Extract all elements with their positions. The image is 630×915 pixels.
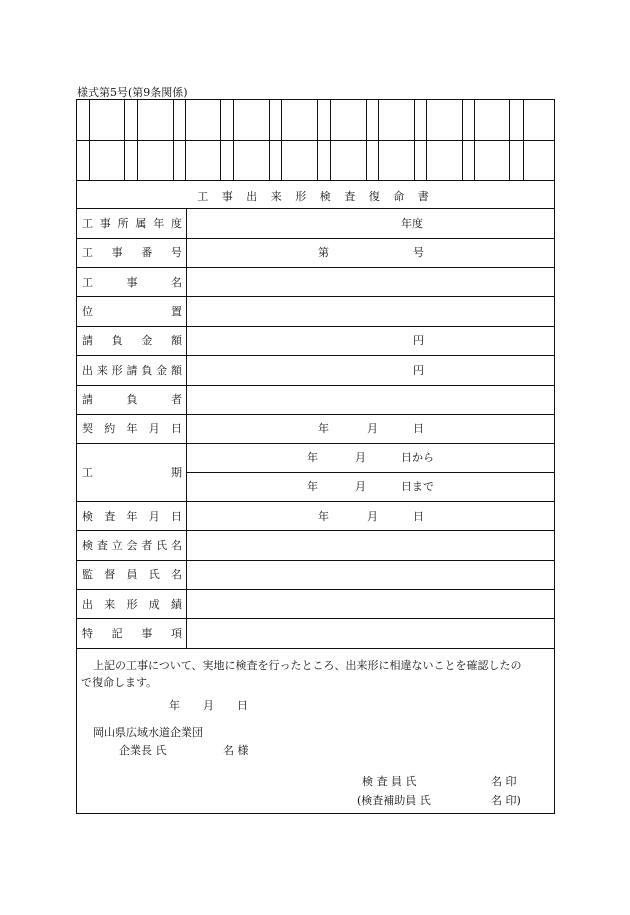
inspection-date-day: 日 bbox=[413, 510, 424, 523]
stamp-grid-divider bbox=[137, 100, 138, 180]
inspector-name-seal: 名 印 bbox=[491, 775, 517, 788]
fiscal-year-label: 工事所属年度 bbox=[82, 217, 182, 230]
statement-line-1: 上記の工事について、実地に検査を行ったところ、出来形に相違ないことを確認したの bbox=[93, 659, 522, 672]
statement-date-month: 月 bbox=[203, 699, 214, 712]
stamp-grid-bottom-line bbox=[77, 180, 554, 181]
contract-date-month: 月 bbox=[367, 422, 378, 435]
stamp-grid-divider bbox=[185, 100, 186, 180]
stamp-grid-divider bbox=[220, 100, 221, 180]
contract-amount-unit: 円 bbox=[413, 334, 424, 347]
statement-line-2: で復命します。 bbox=[81, 676, 158, 689]
period-inner-separator bbox=[186, 472, 554, 473]
assistant-name-seal: 名 印) bbox=[491, 794, 521, 807]
stamp-grid-divider bbox=[173, 100, 174, 180]
addressee-title: 企業長 氏 bbox=[119, 744, 167, 757]
stamp-grid-divider bbox=[474, 100, 475, 180]
inspector-label: 検 査 員 氏 bbox=[362, 775, 417, 788]
stamp-grid-divider bbox=[89, 100, 90, 180]
stamp-grid-divider bbox=[330, 100, 331, 180]
inspection-report-form bbox=[76, 99, 555, 814]
stamp-grid-divider bbox=[426, 100, 427, 180]
stamp-grid-divider bbox=[378, 100, 379, 180]
work-number-prefix: 第 bbox=[318, 246, 329, 259]
inspection-date-label: 検 査 年 月 日 bbox=[82, 510, 182, 523]
period-to-month: 月 bbox=[355, 480, 366, 493]
contract-date-year: 年 bbox=[318, 422, 329, 435]
stamp-grid-divider bbox=[414, 100, 415, 180]
stamp-grid-divider bbox=[269, 100, 270, 180]
stamp-grid-divider bbox=[233, 100, 234, 180]
stamp-grid-divider bbox=[317, 100, 318, 180]
stamp-grid-divider bbox=[124, 100, 125, 180]
remarks-label: 特 記 事 項 bbox=[82, 627, 182, 640]
results-label: 出 来 形 成 績 bbox=[82, 598, 182, 611]
work-number-unit: 号 bbox=[413, 246, 424, 259]
fiscal-year-unit: 年度 bbox=[401, 217, 423, 230]
period-from-day: 日から bbox=[401, 451, 434, 464]
contract-date-day: 日 bbox=[413, 422, 424, 435]
period-from-month: 月 bbox=[355, 451, 366, 464]
period-from-year: 年 bbox=[307, 451, 318, 464]
supervisor-label: 監 督 員 氏 名 bbox=[82, 568, 182, 581]
stamp-grid-middle-line bbox=[77, 140, 554, 141]
addressee-name: 名 様 bbox=[223, 744, 249, 757]
stamp-grid-divider bbox=[366, 100, 367, 180]
form-number: 様式第5号(第9条関係) bbox=[77, 86, 188, 99]
completed-amount-unit: 円 bbox=[413, 364, 424, 377]
inspection-date-year: 年 bbox=[318, 510, 329, 523]
completed-amount-label: 出来形請負金額 bbox=[82, 364, 182, 377]
witness-label: 検査立会者氏名 bbox=[82, 539, 182, 552]
statement-date-year: 年 bbox=[169, 699, 180, 712]
contractor-label: 請 負 者 bbox=[82, 393, 182, 406]
stamp-grid-divider bbox=[523, 100, 524, 180]
assistant-label: (検査補助員 氏 bbox=[357, 794, 431, 807]
stamp-grid-divider bbox=[509, 100, 510, 180]
organization-name: 岡山県広域水道企業団 bbox=[93, 726, 203, 739]
period-to-year: 年 bbox=[307, 480, 318, 493]
period-to-day: 日まで bbox=[401, 480, 434, 493]
work-name-label: 工 事 名 bbox=[82, 276, 182, 289]
stamp-grid-divider bbox=[281, 100, 282, 180]
statement-date-day: 日 bbox=[237, 699, 248, 712]
period-label: 工 期 bbox=[82, 466, 182, 479]
label-column-divider bbox=[186, 208, 187, 648]
document-title: 工 事 出 来 形 検 査 復 命 書 bbox=[197, 190, 434, 203]
stamp-grid-divider bbox=[462, 100, 463, 180]
contract-amount-label: 請 負 金 額 bbox=[82, 334, 182, 347]
contract-date-label: 契 約 年 月 日 bbox=[82, 422, 182, 435]
location-label: 位 置 bbox=[82, 305, 182, 318]
work-number-label: 工 事 番 号 bbox=[82, 246, 182, 259]
row-separator bbox=[77, 648, 554, 649]
inspection-date-month: 月 bbox=[367, 510, 378, 523]
